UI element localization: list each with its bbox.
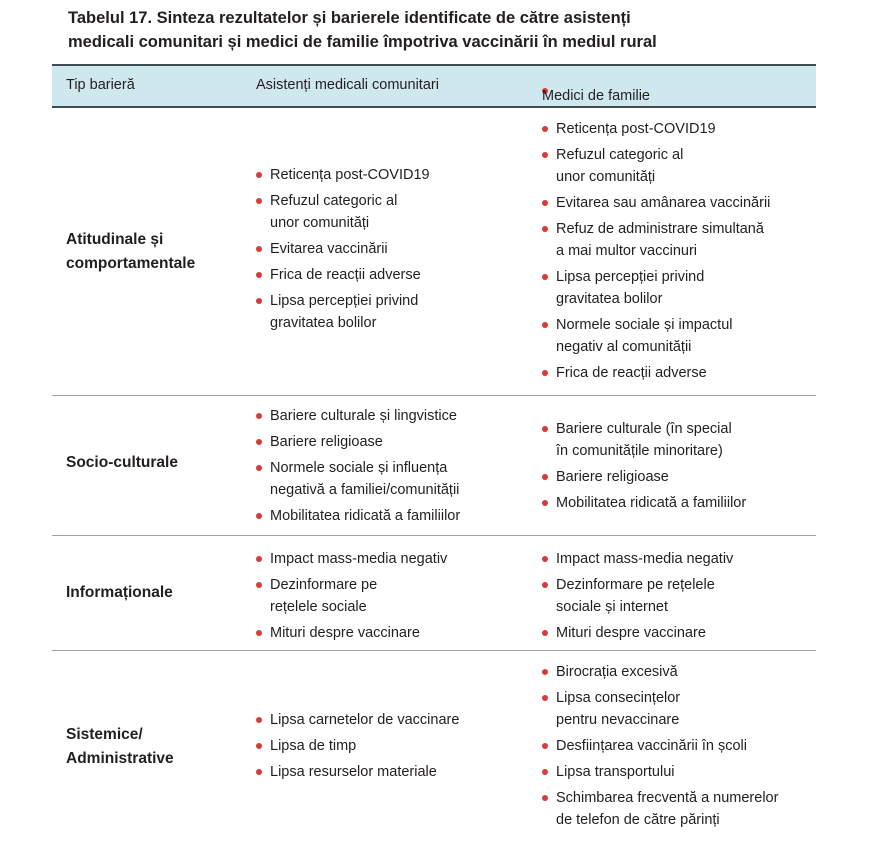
list-item <box>542 661 778 683</box>
list-item <box>542 787 778 831</box>
list-item-line: de telefon de către părinți <box>556 812 720 828</box>
list-item-line: Reticența post-COVID19 <box>270 167 430 183</box>
list-item-line: Bariere culturale (în special <box>556 421 732 437</box>
list-item-line: Schimbarea frecventă a numerelor <box>556 790 779 806</box>
doctors-list <box>542 418 746 518</box>
row-label <box>66 723 174 771</box>
list-item <box>542 735 778 757</box>
list-item-line: Reticența post-COVID19 <box>556 121 716 137</box>
list-item-line: negativă a familiei/comunității <box>270 482 460 498</box>
table-header <box>52 64 816 108</box>
list-item-line: Lipsa consecințelor <box>556 690 681 706</box>
list-item-line: în comunitățile minoritare) <box>556 443 723 459</box>
row-label-line: Atitudinale și <box>66 231 164 248</box>
list-item <box>256 709 459 731</box>
list-item <box>256 238 430 260</box>
list-item-line: Mobilitatea ridicată a familiilor <box>556 495 747 511</box>
table-row-informational <box>52 536 816 651</box>
list-item-line: Lipsa de timp <box>270 738 357 754</box>
list-item <box>542 314 770 358</box>
list-item-line: Bariere religioase <box>270 434 383 450</box>
list-item-line: Dezinformare pe <box>270 577 378 593</box>
doctors-list <box>542 548 733 648</box>
list-item-line: Lipsa carnetelor de vaccinare <box>270 712 460 728</box>
list-item <box>256 164 430 186</box>
row-label <box>66 581 173 605</box>
barriers-table <box>52 64 816 839</box>
row-label-line: Administrative <box>66 750 174 767</box>
row-label-line: Informaționale <box>66 584 173 601</box>
table-title <box>68 6 858 54</box>
nurses-list <box>256 405 460 531</box>
list-item <box>542 118 770 140</box>
list-item-line: gravitatea bolilor <box>556 291 663 307</box>
list-item <box>542 622 733 644</box>
header-barrier-type: Tip barieră <box>66 77 135 93</box>
list-item-line: Refuz de administrare simultană <box>556 221 764 237</box>
list-item <box>256 761 459 783</box>
doctors-list <box>542 661 778 835</box>
list-item-line: Normele sociale și impactul <box>556 317 733 333</box>
list-item-line: Evitarea sau amânarea vaccinării <box>556 195 771 211</box>
list-item-line: Impact mass-media negativ <box>270 551 448 567</box>
list-item <box>542 492 746 514</box>
list-item-line: Frica de reacții adverse <box>556 365 707 381</box>
row-label <box>66 451 178 475</box>
list-item <box>256 290 430 334</box>
row-label-line: comportamentale <box>66 255 196 272</box>
list-item <box>256 431 460 453</box>
table-title-line-2: medicali comunitari și medici de familie împotriva vaccinării în mediul rural <box>68 33 657 51</box>
list-item-line: negativ al comunității <box>556 339 692 355</box>
list-item <box>256 505 460 527</box>
list-item-line: unor comunități <box>270 215 370 231</box>
list-item-line: Refuzul categoric al <box>270 193 398 209</box>
nurses-list <box>256 164 430 338</box>
list-item-line: Bariere culturale și lingvistice <box>270 408 457 424</box>
list-item <box>542 192 770 214</box>
list-item <box>542 761 778 783</box>
list-item <box>256 405 460 427</box>
table-title-line-1: Tabelul 17. Sinteza rezultatelor și barierele identificate de către asistenți <box>68 9 631 27</box>
list-item-line: Mituri despre vaccinare <box>270 625 420 641</box>
nurses-list <box>256 709 459 787</box>
row-label-line: Socio-culturale <box>66 454 178 471</box>
header-nurses: Asistenți medicali comunitari <box>256 77 439 93</box>
list-item-line: Desființarea vaccinării în școli <box>556 738 747 754</box>
list-item-line: pentru nevaccinare <box>556 712 680 728</box>
list-item-line: Lipsa percepției privind <box>270 293 419 309</box>
table-row-systemic <box>52 651 816 839</box>
list-item-line: a mai multor vaccinuri <box>556 243 698 259</box>
list-item <box>542 418 746 462</box>
list-item-line: Normele sociale și influența <box>270 460 448 476</box>
list-item-line: Mobilitatea ridicată a familiilor <box>270 508 461 524</box>
list-item <box>542 218 770 262</box>
list-item-line: Frica de reacții adverse <box>270 267 421 283</box>
list-item <box>542 144 770 188</box>
header-doctors-label: Medici de familie <box>542 88 650 104</box>
list-item-line: Bariere religioase <box>556 469 669 485</box>
list-item-line: Dezinformare pe rețelele <box>556 577 715 593</box>
list-item-line: Birocrația excesivă <box>556 664 678 680</box>
list-item-line: Mituri despre vaccinare <box>556 625 706 641</box>
list-item <box>542 687 778 731</box>
list-item <box>542 548 733 570</box>
table-row-attitudinal <box>52 108 816 396</box>
list-item <box>256 264 430 286</box>
list-item-line: Lipsa resurselor materiale <box>270 764 437 780</box>
list-item-line: rețelele sociale <box>270 599 367 615</box>
list-item <box>542 574 733 618</box>
list-item <box>256 574 447 618</box>
list-item-line: Impact mass-media negativ <box>556 551 734 567</box>
list-item-line: sociale și internet <box>556 599 669 615</box>
list-item <box>256 622 447 644</box>
list-item <box>256 548 447 570</box>
list-item <box>542 466 746 488</box>
list-item-line: Refuzul categoric al <box>556 147 684 163</box>
list-item <box>256 735 459 757</box>
list-item-line: unor comunități <box>556 169 656 185</box>
doctors-list <box>542 118 770 388</box>
list-item-line: Lipsa percepției privind <box>556 269 705 285</box>
list-item-line: Lipsa transportului <box>556 764 675 780</box>
row-label <box>66 228 195 276</box>
list-item-line: gravitatea bolilor <box>270 315 377 331</box>
list-item-line: Evitarea vaccinării <box>270 241 388 257</box>
list-item <box>256 457 460 501</box>
row-label-line: Sistemice/ <box>66 726 143 743</box>
list-item <box>542 266 770 310</box>
list-item <box>256 190 430 234</box>
table-row-socio-cultural <box>52 396 816 536</box>
nurses-list <box>256 548 447 648</box>
list-item <box>542 362 770 384</box>
